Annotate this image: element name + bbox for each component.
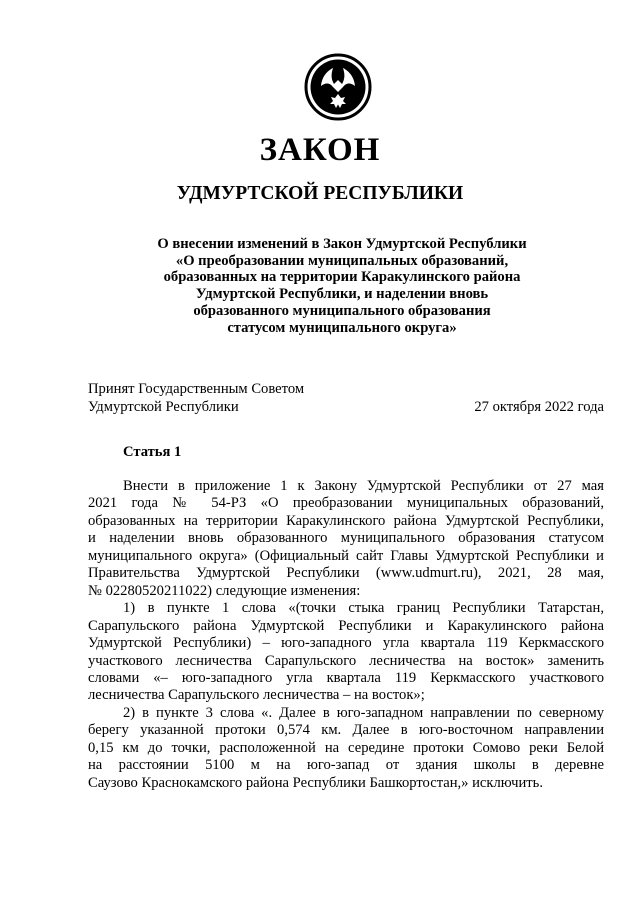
- article-body: [88, 478, 604, 792]
- body-line: 2) в пункте 3 слова «. Далее в юго-западном направлении по северному: [123, 704, 604, 721]
- article-title: Статья 1: [123, 444, 182, 460]
- adopted-by: Принят Государственным Советом: [88, 381, 305, 397]
- heading-line: образованного муниципального образования: [193, 302, 491, 319]
- heading-line: Удмуртской Республики, и наделении вновь: [195, 286, 489, 303]
- body-line: Удмуртской Республики) – юго-западного угла квартала 119 Керкмасского: [88, 635, 604, 652]
- body-line: лесничества Сарапульского лесничества – на восток»;: [88, 687, 425, 704]
- body-line: Сарапульского района Удмуртской Республики и Каракулинского района: [88, 617, 604, 634]
- adoption-block: [88, 380, 604, 416]
- heading-line: О внесении изменений в Закон Удмуртской Республики: [157, 236, 527, 252]
- body-line: № 02280520211022) следующие изменения:: [88, 582, 361, 599]
- body-line: словами «– юго-западного угла квартала 119 Керкмасского участкового: [88, 669, 604, 686]
- document-title: ЗАКОН: [259, 132, 381, 168]
- body-line: берегу указанной протоки 0,574 км. Далее в юго-восточном направлении: [88, 722, 604, 739]
- body-line: муниципального округа» (Официальный сайт Главы Удмуртской Республики и: [88, 547, 604, 564]
- law-heading: [140, 236, 544, 336]
- body-line: Саузово Краснокамского района Республики Башкортостан,» исключить.: [88, 774, 543, 791]
- body-line: Внести в приложение 1 к Закону Удмуртской Республики от 27 мая: [123, 478, 604, 494]
- adoption-date: 27 октября 2022 года: [474, 399, 604, 415]
- heading-line: образованных на территории Каракулинского района: [163, 269, 521, 286]
- body-line: 1) в пункте 1 слова «(точки стыка границ Республики Татарстан,: [123, 600, 604, 617]
- body-line: и наделении вновь образованного муниципального образования статусом: [88, 530, 604, 547]
- body-line: Правительства Удмуртской Республики (www.udmurt.ru), 2021, 28 мая,: [88, 565, 604, 582]
- heading-line: «О преобразовании муниципальных образований,: [175, 252, 509, 269]
- body-line: образованных на территории Каракулинского района Удмуртской Республики,: [88, 512, 604, 529]
- heading-line: статусом муниципального округа»: [227, 319, 457, 336]
- body-line: 0,15 км до точки, расположенной на середине протоки Сомово реки Белой: [88, 739, 604, 756]
- udmurt-emblem-icon: [304, 53, 372, 121]
- body-line: участкового лесничества Сарапульского лесничества на восток» заменить: [88, 652, 604, 669]
- body-line: 2021 года № 54-РЗ «О преобразовании муниципальных образований,: [88, 495, 604, 512]
- body-line: на расстоянии 5100 м на юго-запад от здания школы в деревне: [88, 757, 604, 774]
- adopted-by-republic: Удмуртской Республики: [88, 399, 239, 415]
- document-subtitle: УДМУРТСКОЙ РЕСПУБЛИКИ: [176, 183, 464, 204]
